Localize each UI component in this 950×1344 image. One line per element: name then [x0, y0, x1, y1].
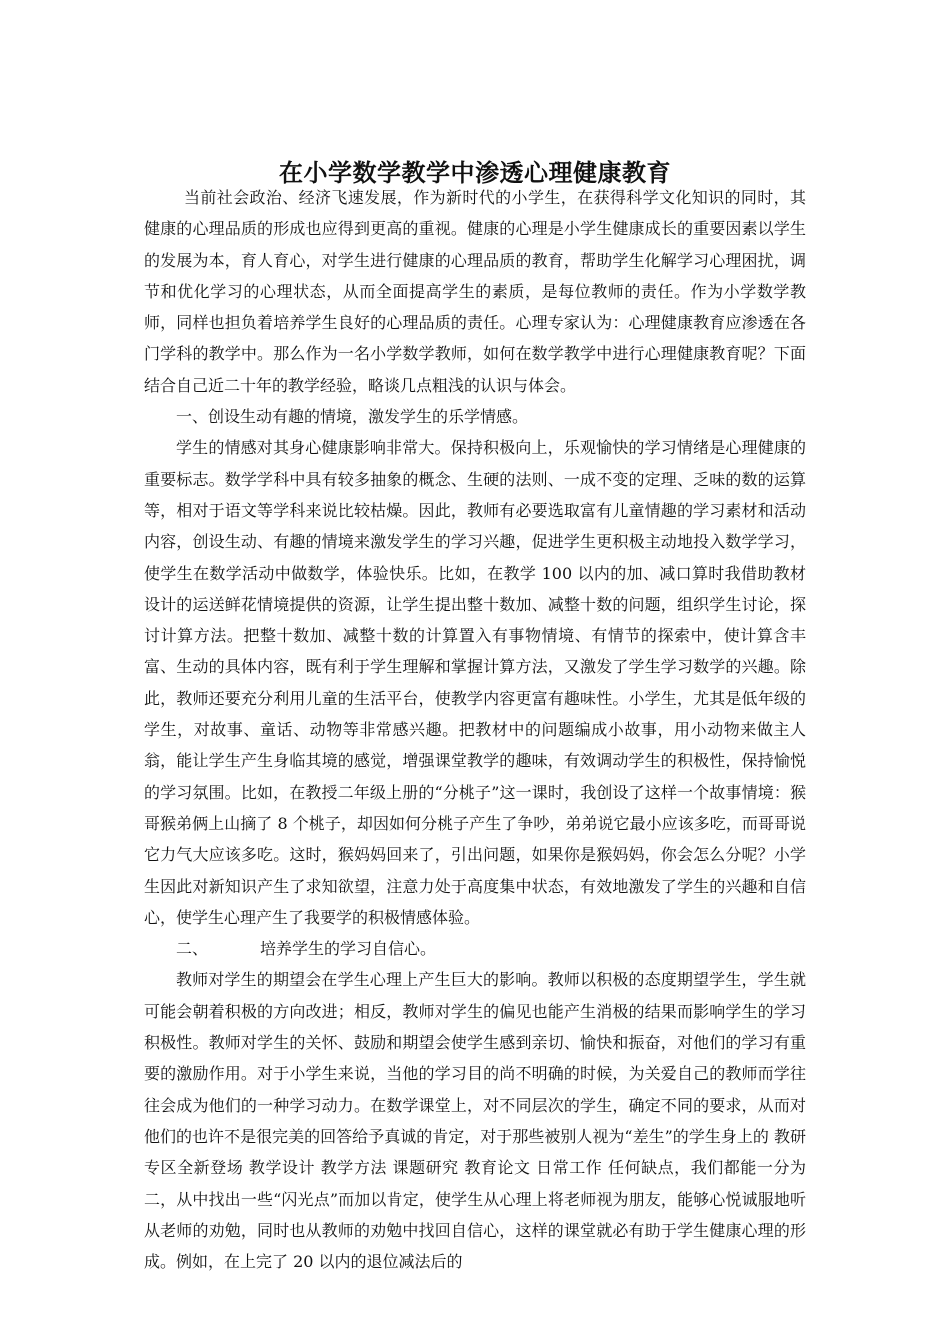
document-title: 在小学数学教学中渗透心理健康教育: [279, 158, 671, 188]
section-one-heading: 一、创设生动有趣的情境，激发学生的乐学情感。: [176, 407, 529, 427]
document-body: [144, 182, 806, 1277]
section-two-paragraph: 教师对学生的期望会在学生心理上产生巨大的影响。教师以积极的态度期望学生，学生就可能会朝着积极的方向改进；相反，教师对学生的偏见也能产生消极的结果而影响学生的学习积极性。教师对学生的关怀、鼓励和期望会使学生感到亲切、愉快和振奋，对他们的学习有重要的激励作用。对于小学生来说，当他的学习目的尚不明确的时候，为关爱自己的教师而学往往会成为他们的一种学习动力。在数学课堂上，对不同层次的学生，确定不同的要求，从而对他们的也许不是很完美的回答给予真诚的肯定，对于那些被别人视为“差生”的学生身上的 教研专区全新登场 教学设计 教学方法 课题研究 教育论文 日常工作 任何缺点，我们都能一分为二，从中找出一些“闪光点”而加以肯定，使学生从心理上将老师视为朋友，能够心悦诚服地听从老师的劝勉，同时也从教师的劝勉中找回自信心，这样的课堂就必有助于学生健康心理的形成。例如，在上完了 20 以内的退位减法后的: [144, 970, 806, 1272]
section-two-number: 二、: [176, 939, 209, 959]
intro-paragraph: 当前社会政治、经济飞速发展，作为新时代的小学生，在获得科学文化知识的同时，其健康的心理品质的形成也应得到更高的重视。健康的心理是小学生健康成长的重要因素以学生的发展为本，育人育心，对学生进行健康的心理品质的教育，帮助学生化解学习心理困扰，调节和优化学习的心理状态，从而全面提高学生的素质，是每位教师的责任。作为小学数学教师，同样也担负着培养学生良好的心理品质的责任。心理专家认为：心理健康教育应渗透在各门学科的教学中。那么作为一名小学数学教师，如何在数学教学中进行心理健康教育呢？下面结合自己近二十年的教学经验，略谈几点粗浅的认识与体会。: [144, 188, 806, 395]
section-two-heading: 培养学生的学习自信心。: [260, 939, 437, 959]
section-two-heading-line: [144, 933, 806, 964]
section-one-paragraph: 学生的情感对其身心健康影响非常大。保持积极向上，乐观愉快的学习情绪是心理健康的重要标志。数学学科中具有较多抽象的概念、生硬的法则、一成不变的定理、乏味的数的运算等，相对于语文等学科来说比较枯燥。因此，教师有必要选取富有儿童情趣的学习素材和活动内容，创设生动、有趣的情境来激发学生的学习兴趣，促进学生更积极主动地投入数学学习，使学生在数学活动中做数学，体验快乐。比如，在教学 100 以内的加、减口算时我借助教材设计的运送鲜花情境提供的资源，让学生提出整十数加、减整十数的问题，组织学生讨论，探讨计算方法。把整十数加、减整十数的计算置入有事物情境、有情节的探索中，使计算含丰富、生动的具体内容，既有利于学生理解和掌握计算方法，又激发了学生学习数学的兴趣。除此，教师还要充分利用儿童的生活平台，使教学内容更富有趣味性。小学生，尤其是低年级的学生，对故事、童话、动物等非常感兴趣。把教材中的问题编成小故事，用小动物来做主人翁，能让学生产生身临其境的感觉，增强课堂教学的趣味，有效调动学生的积极性，保持愉悦的学习氛围。比如，在教授二年级上册的“分桃子”这一课时，我创设了这样一个故事情境：猴哥猴弟俩上山摘了 8 个桃子，却因如何分桃子产生了争吵，弟弟说它最小应该多吃，而哥哥说它力气大应该多吃。这时，猴妈妈回来了，引出问题，如果你是猴妈妈，你会怎么分呢？小学生因此对新知识产生了求知欲望，注意力处于高度集中状态，有效地激发了学生的兴趣和自信心，使学生心理产生了我要学的积极情感体验。: [144, 438, 806, 927]
